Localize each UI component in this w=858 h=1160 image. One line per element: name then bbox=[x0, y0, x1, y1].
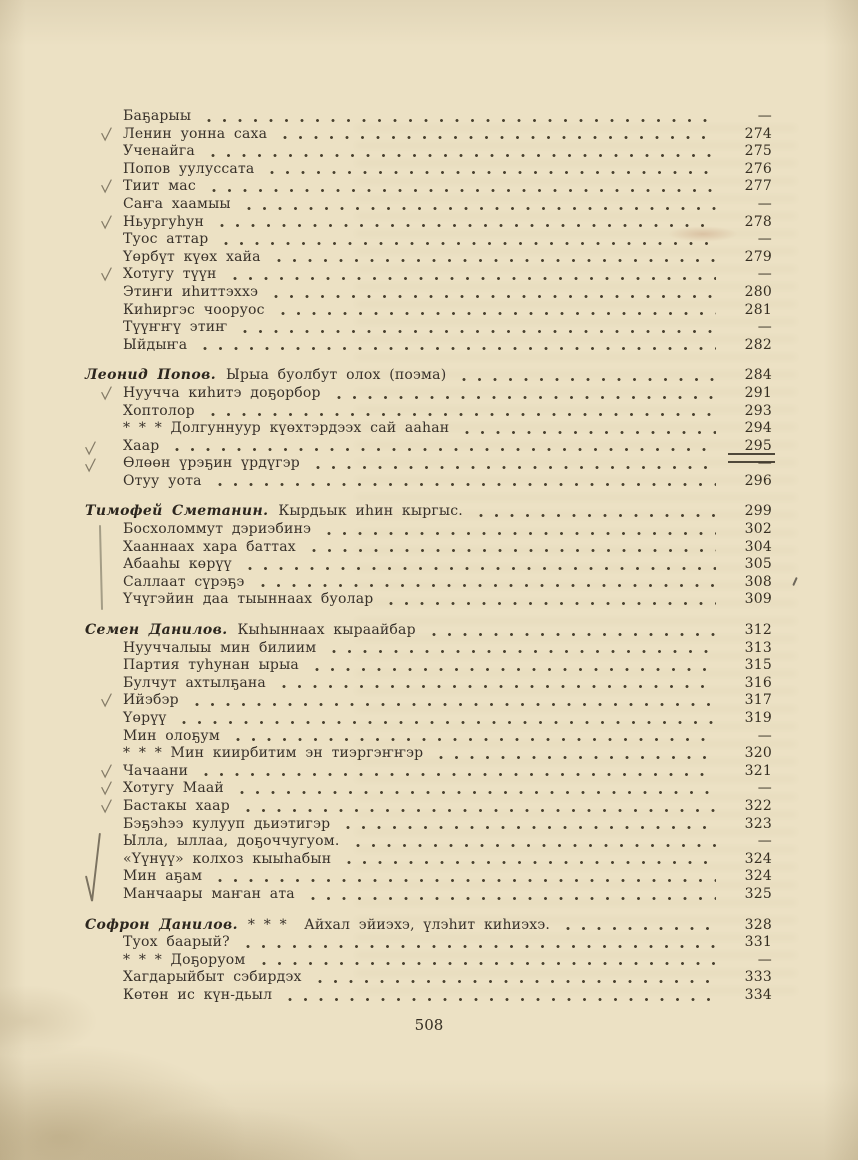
dot-leader bbox=[465, 430, 716, 435]
pencil-big-checkmark-icon bbox=[83, 832, 103, 910]
page-ref: 278 bbox=[744, 213, 772, 230]
dot-leader bbox=[462, 377, 716, 382]
toc-entry bbox=[85, 455, 772, 473]
author-name: Леонид Попов. bbox=[85, 367, 216, 384]
page-ref: 302 bbox=[744, 521, 772, 538]
entry-title: Саллаат сүрэҕэ bbox=[123, 573, 245, 590]
toc-author-header bbox=[85, 917, 772, 935]
dot-leader bbox=[432, 632, 716, 637]
entry-title: Мин аҕам bbox=[123, 868, 203, 885]
dot-leader bbox=[262, 961, 716, 966]
entry-title: Хааннаах хара баттах bbox=[123, 538, 296, 555]
toc-entry bbox=[85, 178, 772, 196]
entry-title: * * * Мин киирбитим эн тиэргэҥҥэр bbox=[123, 745, 424, 762]
entry-title: Ылла, ыллаа, доҕоччугуом. bbox=[123, 833, 340, 850]
entry-title: Нууччалыы мин билиим bbox=[123, 639, 317, 656]
dot-leader bbox=[356, 843, 717, 848]
dot-leader bbox=[248, 566, 716, 571]
toc-entry bbox=[85, 266, 772, 284]
entry-title: Баҕарыы bbox=[123, 108, 192, 124]
toc-entry bbox=[85, 728, 772, 746]
dot-leader bbox=[270, 170, 716, 175]
dot-leader bbox=[218, 878, 716, 883]
page-ref: 305 bbox=[744, 556, 772, 573]
entry-title: Түүҥҥү этиҥ bbox=[123, 319, 228, 336]
dot-leader bbox=[318, 979, 716, 984]
entry-title: Үөрүү bbox=[123, 710, 167, 726]
entry-title: Хотугу Маай bbox=[123, 780, 224, 797]
entry-title: Чачаани bbox=[123, 762, 189, 779]
entry-title: Туох баарый? bbox=[123, 934, 230, 951]
toc-section bbox=[85, 622, 772, 904]
page-ref: — bbox=[757, 833, 772, 850]
toc-entry bbox=[85, 249, 772, 267]
page-ref: 324 bbox=[744, 868, 772, 885]
entry-title: Хоптолор bbox=[123, 402, 195, 419]
page-ref: 313 bbox=[744, 639, 772, 656]
entry-title: Манчаары маҥан ата bbox=[123, 885, 295, 902]
toc-entry bbox=[85, 438, 772, 456]
entry-title: Хотугу түүн bbox=[123, 266, 217, 283]
page-ref: 316 bbox=[744, 674, 772, 691]
page-ref: 293 bbox=[744, 402, 772, 419]
toc-section bbox=[85, 367, 772, 490]
dot-leader bbox=[337, 395, 716, 400]
entry-title: Бастакы хаар bbox=[123, 797, 230, 814]
toc-entry bbox=[85, 521, 772, 539]
toc-entry bbox=[85, 763, 772, 781]
entry-title: Үчүгэйин даа тыыннаах буолар bbox=[123, 591, 374, 608]
entry-title: Ыйдыҥа bbox=[123, 336, 188, 353]
page-ref: 309 bbox=[744, 591, 772, 608]
entry-title: Этиҥи иһиттэххэ bbox=[123, 283, 259, 300]
entry-title: Хагдарыйбыт сэбирдэх bbox=[123, 969, 302, 986]
toc-entry bbox=[85, 886, 772, 904]
dot-leader bbox=[311, 896, 716, 901]
dot-leader bbox=[218, 482, 716, 487]
entry-title: Попов уулуссата bbox=[123, 160, 255, 177]
work-title: Кыһыннаах кыраайбар bbox=[237, 622, 416, 639]
entry-title: Үөрбүт күөх хайа bbox=[123, 248, 261, 265]
page-ref: — bbox=[757, 951, 772, 968]
dot-leader bbox=[247, 206, 716, 211]
dot-leader bbox=[261, 583, 716, 588]
page-ref: 282 bbox=[744, 336, 772, 353]
page-ref: 317 bbox=[744, 692, 772, 709]
toc-entry bbox=[85, 196, 772, 214]
toc-entry bbox=[85, 126, 772, 144]
page-ref: 279 bbox=[744, 248, 772, 265]
toc-entry bbox=[85, 851, 772, 869]
page-ref: — bbox=[757, 195, 772, 212]
page-ref: 331 bbox=[744, 934, 772, 951]
entry-title: Отуу уота bbox=[123, 472, 202, 489]
toc-entry bbox=[85, 473, 772, 491]
dot-leader bbox=[211, 412, 716, 417]
dot-leader bbox=[316, 465, 716, 470]
dot-leader bbox=[346, 825, 716, 830]
dot-leader bbox=[207, 118, 716, 123]
toc-entry bbox=[85, 868, 772, 886]
toc-section bbox=[85, 108, 772, 354]
entry-title: Нуучча киһитэ доҕорбор bbox=[123, 384, 321, 401]
toc-entry bbox=[85, 816, 772, 834]
entry-title: Бэҕэһээ кулууп дьиэтигэр bbox=[123, 815, 331, 832]
dot-leader bbox=[175, 447, 716, 452]
dot-leader bbox=[315, 667, 716, 672]
toc-entry bbox=[85, 108, 772, 126]
entry-title: Саҥа хаамыы bbox=[123, 195, 231, 212]
toc-entry bbox=[85, 780, 772, 798]
toc-entry bbox=[85, 420, 772, 438]
toc-entry bbox=[85, 710, 772, 728]
toc-entry bbox=[85, 987, 772, 1005]
toc-entry bbox=[85, 640, 772, 658]
toc-entry bbox=[85, 284, 772, 302]
toc-section bbox=[85, 503, 772, 609]
page-ref: 328 bbox=[744, 916, 772, 933]
entry-title: Ньургуһун bbox=[123, 213, 204, 230]
dot-leader bbox=[347, 860, 716, 865]
dot-leader bbox=[389, 601, 716, 606]
toc-entry bbox=[85, 319, 772, 337]
dot-leader bbox=[312, 548, 716, 553]
dot-leader bbox=[220, 223, 716, 228]
folio-page-number: 508 bbox=[414, 1015, 444, 1034]
toc-entry bbox=[85, 143, 772, 161]
page-ref: 291 bbox=[744, 384, 772, 401]
entry-title: Туос аттар bbox=[123, 231, 209, 248]
page-ref: 280 bbox=[744, 283, 772, 300]
page-ref: 324 bbox=[744, 850, 772, 867]
work-title: Ырыа буолбут олох (поэма) bbox=[225, 367, 447, 384]
page-ref: 277 bbox=[744, 178, 772, 195]
entry-title: Хаар bbox=[123, 437, 160, 454]
toc-entry bbox=[85, 591, 772, 609]
page-ref: 308 bbox=[726, 574, 772, 592]
page-ref: 281 bbox=[744, 301, 772, 318]
page-ref: — bbox=[757, 455, 772, 472]
page-ref: — bbox=[757, 231, 772, 248]
toc-entry bbox=[85, 692, 772, 710]
entry-title: Булчут ахтылҕана bbox=[123, 674, 266, 691]
toc-entry bbox=[85, 969, 772, 987]
dot-leader bbox=[277, 258, 716, 263]
dot-leader bbox=[327, 531, 716, 536]
page-ref: 315 bbox=[744, 657, 772, 674]
work-title: * * * Айхал эйиэхэ, үлэһит киһиэхэ. bbox=[247, 916, 551, 933]
entry-title: Босхоломмут дэриэбинэ bbox=[123, 521, 312, 538]
dot-leader bbox=[236, 737, 716, 742]
dot-leader bbox=[240, 790, 716, 795]
dot-leader bbox=[195, 702, 716, 707]
toc-entry bbox=[85, 798, 772, 816]
dot-leader bbox=[246, 944, 716, 949]
dot-leader bbox=[566, 926, 716, 931]
page-ref: — bbox=[757, 319, 772, 336]
page-ref: 275 bbox=[744, 143, 772, 160]
page-ref: — bbox=[757, 108, 772, 124]
toc-author-header bbox=[85, 622, 772, 640]
dot-leader bbox=[211, 153, 716, 158]
toc-entry bbox=[85, 833, 772, 851]
author-name: Тимофей Сметанин. bbox=[85, 503, 269, 520]
folio bbox=[0, 1016, 858, 1034]
page-ref: 321 bbox=[744, 762, 772, 779]
entry-title: Мин олоҕум bbox=[123, 727, 220, 744]
toc-entry bbox=[85, 214, 772, 232]
pencil-tick-mark bbox=[792, 577, 797, 586]
toc-entry bbox=[85, 302, 772, 320]
entry-title: Абааһы көрүү bbox=[123, 556, 232, 573]
author-name: Семен Данилов. bbox=[85, 622, 228, 639]
page-ref: 299 bbox=[744, 503, 772, 520]
dot-leader bbox=[274, 294, 716, 299]
dot-leader bbox=[233, 276, 717, 281]
work-title: Кырдьык иһин кыргыс. bbox=[278, 503, 463, 520]
toc-entry bbox=[85, 952, 772, 970]
page-ref: 295 bbox=[726, 438, 772, 456]
dot-leader bbox=[246, 808, 716, 813]
entry-title: Ученайга bbox=[123, 143, 195, 160]
dot-leader bbox=[203, 346, 716, 351]
dot-leader bbox=[282, 684, 716, 689]
page-ref: 296 bbox=[744, 472, 772, 489]
dot-leader bbox=[243, 329, 716, 334]
toc-entry bbox=[85, 231, 772, 249]
toc-section bbox=[85, 917, 772, 1005]
dot-leader bbox=[182, 720, 716, 725]
entry-title: Көтөн ис күн-дьыл bbox=[123, 986, 273, 1003]
entry-title: Тиит мас bbox=[123, 178, 196, 195]
dot-leader bbox=[283, 135, 716, 140]
page-ref: 319 bbox=[744, 710, 772, 726]
dot-leader bbox=[281, 311, 716, 316]
page-ref: 276 bbox=[744, 160, 772, 177]
toc-entry bbox=[85, 403, 772, 421]
page-ref: 312 bbox=[744, 622, 772, 639]
dot-leader bbox=[479, 513, 716, 518]
entry-title: Киһиргэс чооруос bbox=[123, 301, 265, 318]
entry-title: * * * Долгуннуур күөхтэрдээх сай ааһан bbox=[123, 420, 450, 437]
entry-title: * * * Доҕоруом bbox=[123, 951, 246, 968]
toc-author-header bbox=[85, 367, 772, 385]
page-ref: — bbox=[757, 780, 772, 797]
toc-entry bbox=[85, 556, 772, 574]
page-ref: — bbox=[757, 266, 772, 283]
page-ref: 325 bbox=[744, 885, 772, 902]
page-ref: 320 bbox=[744, 745, 772, 762]
page-ref: 304 bbox=[744, 538, 772, 555]
toc-entry bbox=[85, 657, 772, 675]
dot-leader bbox=[332, 649, 716, 654]
toc-entry bbox=[85, 675, 772, 693]
dot-leader bbox=[212, 188, 716, 193]
page-ref: 294 bbox=[744, 420, 772, 437]
toc-entry bbox=[85, 934, 772, 952]
page-ref: 323 bbox=[744, 815, 772, 832]
toc-entry bbox=[85, 745, 772, 763]
dot-leader bbox=[288, 997, 716, 1002]
entry-title: Ийэбэр bbox=[123, 692, 179, 709]
page-ref: 322 bbox=[744, 797, 772, 814]
page-ref: 334 bbox=[744, 986, 772, 1003]
author-name: Софрон Данилов. bbox=[85, 916, 238, 933]
toc-entry bbox=[85, 385, 772, 403]
toc-author-header bbox=[85, 503, 772, 521]
dot-leader bbox=[439, 755, 716, 760]
dot-leader bbox=[204, 772, 716, 777]
page-ref: 333 bbox=[744, 969, 772, 986]
entry-title: «Үүнүү» колхоз кыыһабын bbox=[123, 850, 332, 867]
dot-leader bbox=[224, 241, 716, 246]
toc-entry bbox=[85, 161, 772, 179]
entry-title: Ленин уонна саха bbox=[123, 125, 268, 142]
entry-title: Өлөөн үрэҕин үрдүгэр bbox=[123, 455, 300, 472]
toc-entry bbox=[85, 539, 772, 557]
toc-entry bbox=[85, 574, 772, 592]
page-ref: 274 bbox=[744, 125, 772, 142]
entry-title: Партия туһунан ырыа bbox=[123, 657, 299, 674]
page-ref: — bbox=[757, 727, 772, 744]
toc-entry bbox=[85, 337, 772, 355]
page-ref: 284 bbox=[744, 367, 772, 384]
